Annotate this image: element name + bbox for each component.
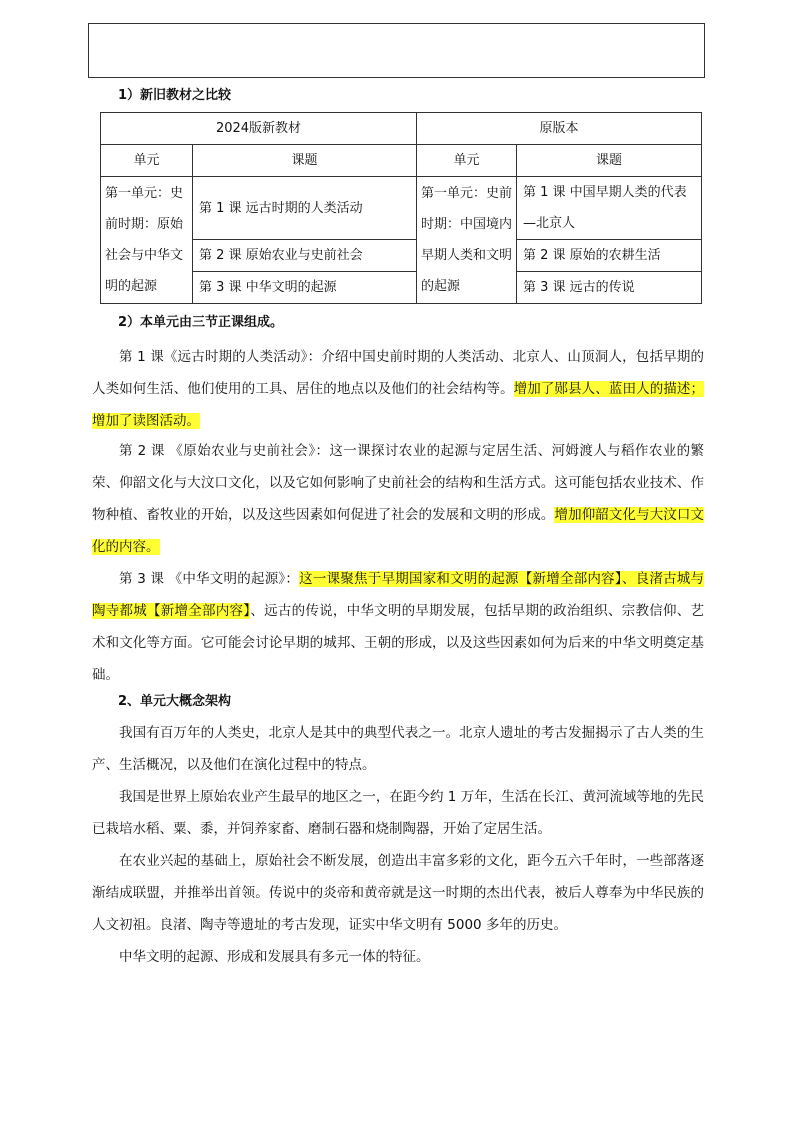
lesson-3-highlight: 这一课聚焦于早期国家和文明的起源【新增全部内容】、良渚古城与陶寺都城【新增全部内容】 xyxy=(92,571,705,619)
lesson-1-highlight: 增加了郧县人、蓝田人的描述；增加了读图活动。 xyxy=(92,381,705,429)
concept-paragraph-3: 在农业兴起的基础上，原始社会不断发展，创造出丰富多彩的文化，距今五六千年时，一些部落逐渐结成联盟，并推举出首领。传说中的炎帝和黄帝就是这一时期的杰出代表，被后人尊奉为中华民族的人文初祖。良渚、陶寺等遗址的考古发现，证实中华文明有 5000 多年的历史。 xyxy=(92,853,704,933)
col-unit-old: 单元 xyxy=(417,145,517,177)
new-lesson-1: 第 1 课 远古时期的人类活动 xyxy=(193,177,417,240)
empty-frame-box xyxy=(88,23,705,78)
new-lesson-3: 第 3 课 中华文明的起源 xyxy=(193,272,417,304)
lesson-3-paragraph xyxy=(92,563,704,691)
lesson-3-text: 、远古的传说，中华文明的早期发展，包括早期的政治组织、宗教信仰、艺术和文化等方面。它可能会讨论早期的城邦、王朝的形成，以及这些因素如何为后来的中华文明奠定基础。 xyxy=(92,603,705,683)
concept-paragraph-2: 我国是世界上原始农业产生最早的地区之一，在距今约 1 万年，生活在长江、黄河流域等地的先民已栽培水稻、粟、黍，并饲养家畜、磨制石器和烧制陶器，开始了定居生活。 xyxy=(92,789,704,837)
comparison-table xyxy=(100,112,702,304)
concept-paragraph-4: 中华文明的起源、形成和发展具有多元一体的特征。 xyxy=(119,949,430,965)
section-heading-concept: 2、单元大概念架构 xyxy=(118,694,232,709)
old-lesson-3: 第 3 课 远古的传说 xyxy=(517,272,702,304)
old-lesson-1: 第 1 课 中国早期人类的代表—北京人 xyxy=(517,177,702,240)
lesson-1-paragraph xyxy=(92,341,704,437)
old-lesson-2: 第 2 课 原始的农耕生活 xyxy=(517,240,702,272)
new-lesson-2: 第 2 课 原始农业与史前社会 xyxy=(193,240,417,272)
new-edition-header: 2024版新教材 xyxy=(101,113,417,145)
lesson-2-text: 第 2 课 《原始农业与史前社会》：这一课探讨农业的起源与定居生活、河姆渡人与稻作农业的繁荣、仰韶文化与大汶口文化，以及它如何影响了史前社会的结构和生活方式。这可能包括农业技术、作物种植、畜牧业的开始，以及这些因素如何促进了社会的发展和文明的形成。 xyxy=(92,443,704,523)
concept-paragraph-1: 我国有百万年的人类史，北京人是其中的典型代表之一。北京人遗址的考古发掘揭示了古人类的生产、生活概况，以及他们在演化过程中的特点。 xyxy=(92,725,704,773)
lesson-2-paragraph xyxy=(92,435,704,563)
lesson-3-lead: 第 3 课 《中华文明的起源》： xyxy=(119,571,300,587)
old-unit-cell: 第一单元：史前时期：中国境内早期人类和文明的起源 xyxy=(417,177,517,304)
lesson-1-text: 第 1 课《远古时期的人类活动》：介绍中国史前时期的人类活动、北京人、山顶洞人，包括早期的人类如何生活、他们使用的工具、居住的地点以及他们的社会结构等。 xyxy=(92,349,704,397)
section-heading-lessons: 2）本单元由三节正课组成。 xyxy=(118,315,284,330)
col-lesson-new: 课题 xyxy=(193,145,417,177)
section-heading-comparison: 1）新旧教材之比较 xyxy=(118,88,232,103)
lesson-2-highlight: 增加仰韶文化与大汶口文化的内容。 xyxy=(92,507,705,555)
new-unit-cell: 第一单元：史前时期：原始社会与中华文明的起源 xyxy=(101,177,193,304)
old-edition-header: 原版本 xyxy=(417,113,702,145)
col-unit-new: 单元 xyxy=(101,145,193,177)
col-lesson-old: 课题 xyxy=(517,145,702,177)
